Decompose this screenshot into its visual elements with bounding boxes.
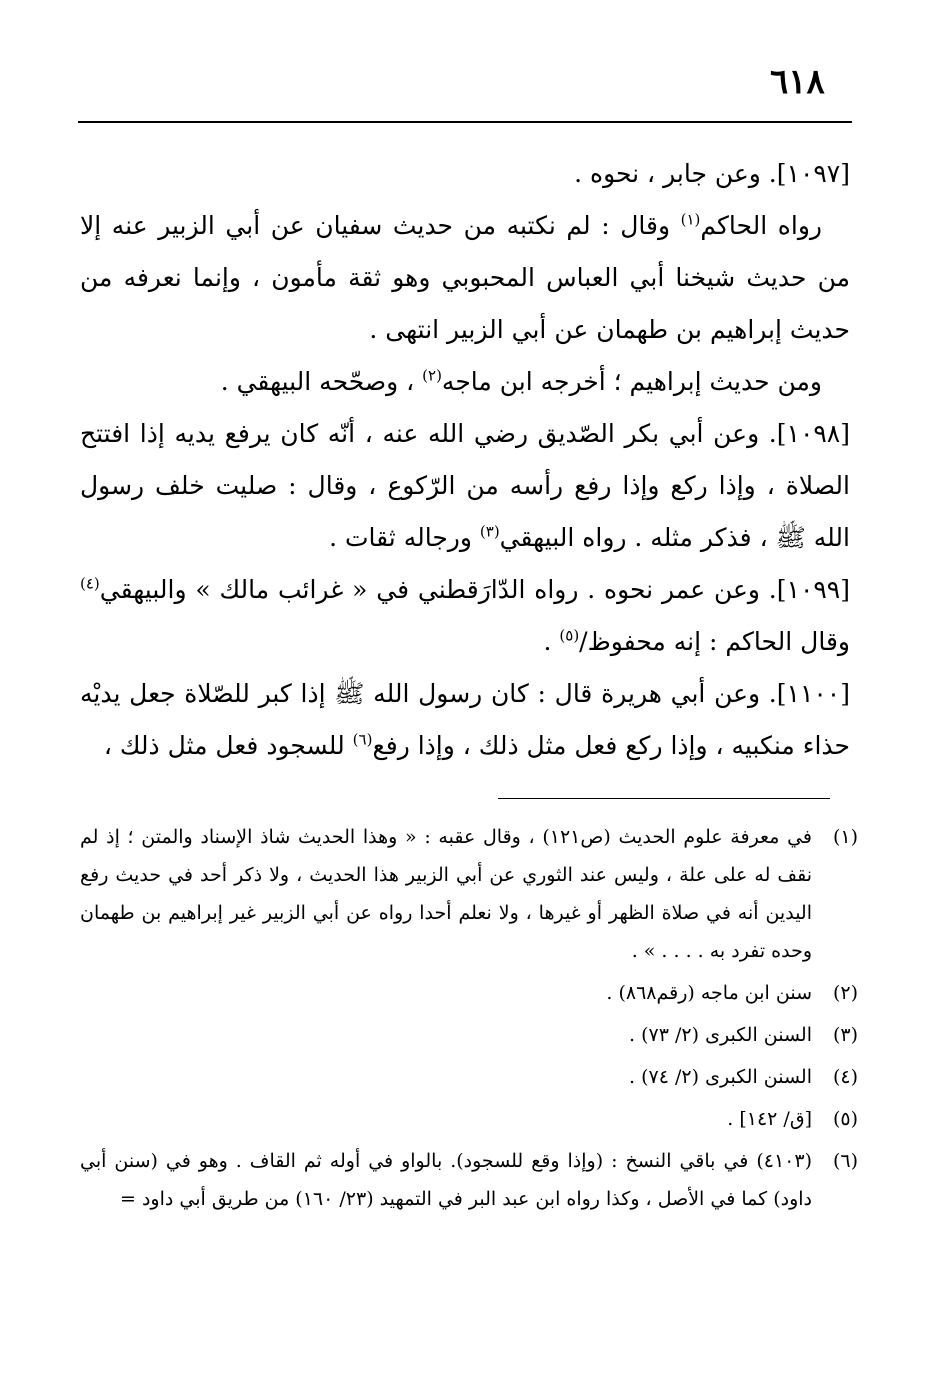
footnote-5 (80, 1100, 858, 1138)
footnote-text: السنن الكبرى (٢/ ٧٤) . (629, 1066, 812, 1088)
text-run: ، وصحّحه البيهقي . (220, 367, 423, 396)
text-run: للسجود فعل مثل ذلك ، (103, 731, 353, 760)
footnote-ref: (١) (680, 210, 701, 229)
footnote-4 (80, 1058, 858, 1096)
footnote-number: (٥) (832, 1108, 858, 1130)
footnote-text: (٤١٠٣) في باقي النسخ : (وإذا وقع للسجود). بالواو في أوله ثم القاف . وهو في (سنن أبي داود) كما في الأصل ، وكذا رواه ابن عبد البر في التمهيد (٢٣/ ١٦٠) من طريق أبي داود = (80, 1150, 812, 1210)
text-run: [١١٠٠]. وعن أبي هريرة قال : كان رسول الله ﷺ إذا كبر للصّلاة جعل يديْه حذاء منكبيه ، وإذا ركع فعل مثل ذلك ، وإذا رفع (80, 679, 850, 760)
footnote-3 (80, 1016, 858, 1054)
footnote-ref: (٥) (559, 626, 580, 645)
footnote-text: في معرفة علوم الحديث (ص١٢١) ، وقال عقبه : « وهذا الحديث شاذ الإسناد والمتن ؛ إذ لم نقف له على علة ، وليس عند الثوري عن أبي الزبير هذا الحديث ، ولا ذكر أحد في حديث رفع اليدين أنه في صلاة الظهر أو غيرها ، ولا نعلم أحدا رواه عن أبي الزبير غير إبراهيم بن طهمان وحده تفرد به . . . . » . (80, 826, 812, 962)
text-run: . (543, 627, 560, 656)
paragraph-ibrahim (80, 356, 850, 408)
text-run: ورجاله ثقات . (329, 523, 480, 552)
hadith-1098 (80, 408, 850, 564)
footnote-1 (80, 818, 858, 970)
text-run: وقال الحاكم : إنه محفوظ/ (579, 627, 850, 656)
footnote-6 (80, 1142, 858, 1218)
page-number: ٦١٨ (770, 62, 825, 102)
footnote-2 (80, 974, 858, 1012)
footnote-ref: (٣) (479, 522, 500, 541)
footnote-separator (498, 798, 830, 799)
footnote-ref: (٦) (352, 730, 373, 749)
header-rule (78, 121, 852, 123)
hadith-1099 (80, 564, 850, 668)
footnote-text: السنن الكبرى (٢/ ٧٣) . (629, 1024, 812, 1046)
footnotes (80, 818, 858, 1218)
main-text (80, 148, 850, 772)
text-run: رواه الحاكم (700, 211, 822, 240)
footnote-number: (٤) (832, 1066, 858, 1088)
footnote-number: (٢) (832, 982, 858, 1004)
text-run: وقال : لم نكتبه من حديث سفيان عن أبي الزبير عنه إلا من حديث شيخنا أبي العباس المحبوبي وهو ثقة مأمون ، وإنما نعرفه من حديث إبراهيم بن طهمان عن أبي الزبير انتهى . (80, 211, 850, 344)
footnote-ref: (٤) (80, 574, 100, 593)
paragraph-hakim (80, 200, 850, 356)
hadith-1100 (80, 668, 850, 772)
text-run: [١٠٩٨]. وعن أبي بكر الصّديق رضي الله عنه ، أنّه كان يرفع يديه إذا افتتح الصلاة ، وإذا ركع وإذا رفع رأسه من الرّكوع ، وقال : صليت خلف رسول الله ﷺ ، فذكر مثله . رواه البيهقي (80, 419, 850, 552)
text-run: ومن حديث إبراهيم ؛ أخرجه ابن ماجه (441, 367, 822, 396)
footnote-number: (١) (832, 826, 858, 848)
text-run: [١٠٩٩]. وعن عمر نحوه . رواه الدّارَقطني في « غرائب مالك » والبيهقي (99, 575, 850, 604)
footnote-number: (٦) (832, 1150, 858, 1172)
footnote-ref: (٢) (422, 366, 442, 385)
footnote-number: (٣) (832, 1024, 858, 1046)
hadith-1097: [١٠٩٧]. وعن جابر ، نحوه . (574, 159, 850, 188)
footnote-text: [ق/ ١٤٢] . (727, 1108, 812, 1130)
footnote-text: سنن ابن ماجه (رقم٨٦٨) . (606, 982, 812, 1004)
